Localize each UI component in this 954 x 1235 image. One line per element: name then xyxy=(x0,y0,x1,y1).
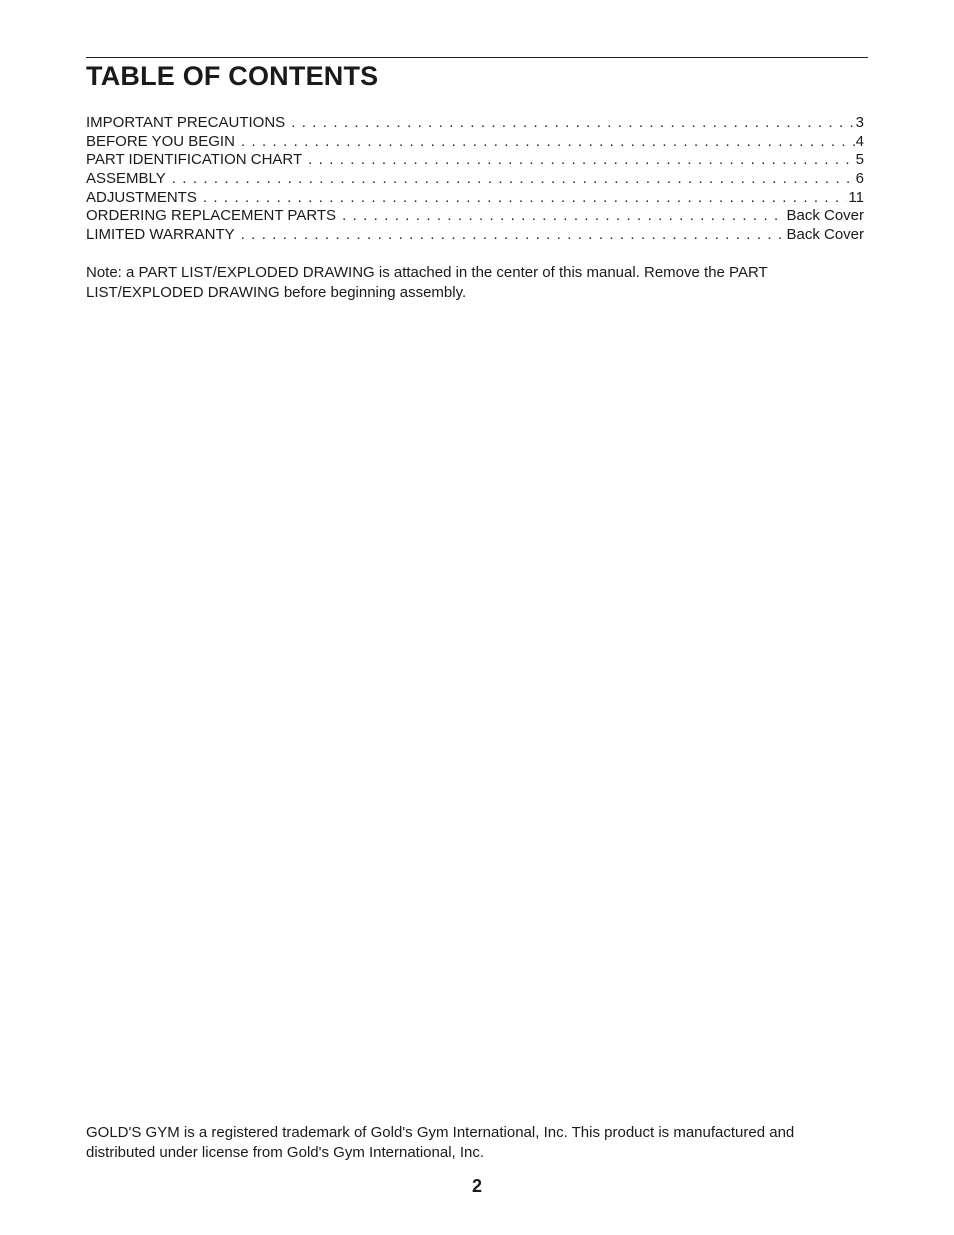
page-title: TABLE OF CONTENTS xyxy=(86,61,379,91)
toc-entry-important-precautions xyxy=(86,114,864,133)
toc-entry-page: Back Cover xyxy=(786,207,864,225)
toc-entry-part-identification-chart xyxy=(86,151,864,170)
toc-entry-before-you-begin xyxy=(86,133,864,152)
trademark-notice: GOLD'S GYM is a registered trademark of Gold's Gym International, Inc. This product is manufactured and distributed under license from Gold's Gym International, Inc. xyxy=(86,1124,795,1161)
toc-dot-leader xyxy=(308,151,855,170)
toc-entry-label: PART IDENTIFICATION CHART xyxy=(86,151,303,169)
page-number: 2 xyxy=(471,1176,482,1196)
top-rule xyxy=(86,57,868,58)
toc-entry-label: BEFORE YOU BEGIN xyxy=(86,132,235,150)
toc-dot-leader xyxy=(241,226,786,245)
toc-entry-label: ASSEMBLY xyxy=(86,170,166,188)
toc-dot-leader xyxy=(291,114,854,133)
toc-entry-label: LIMITED WARRANTY xyxy=(86,226,235,244)
toc-entry-page: 5 xyxy=(855,151,864,169)
table-of-contents xyxy=(86,114,864,245)
toc-entry-label: ADJUSTMENTS xyxy=(86,188,197,206)
toc-dot-leader xyxy=(342,207,785,226)
toc-entry-label: IMPORTANT PRECAUTIONS xyxy=(86,114,286,131)
toc-entry-page: Back Cover xyxy=(786,226,864,244)
toc-entry-assembly xyxy=(86,170,864,189)
toc-entry-page: 6 xyxy=(855,170,864,188)
assembly-note: Note: a PART LIST/EXPLODED DRAWING is attached in the center of this manual. Remove the PART LIST/EXPLODED DRAWING before beginning assembly. xyxy=(86,264,768,301)
toc-entry-page: 4 xyxy=(855,132,864,150)
toc-entry-adjustments xyxy=(86,189,864,208)
toc-entry-page: 11 xyxy=(848,188,864,206)
toc-dot-leader xyxy=(241,133,855,152)
toc-entry-label: ORDERING REPLACEMENT PARTS xyxy=(86,207,337,225)
toc-dot-leader xyxy=(172,170,855,189)
toc-dot-leader xyxy=(203,189,848,208)
toc-entry-limited-warranty xyxy=(86,226,864,245)
toc-entry-ordering-replacement-parts xyxy=(86,207,864,226)
toc-entry-page: 3 xyxy=(855,114,864,131)
